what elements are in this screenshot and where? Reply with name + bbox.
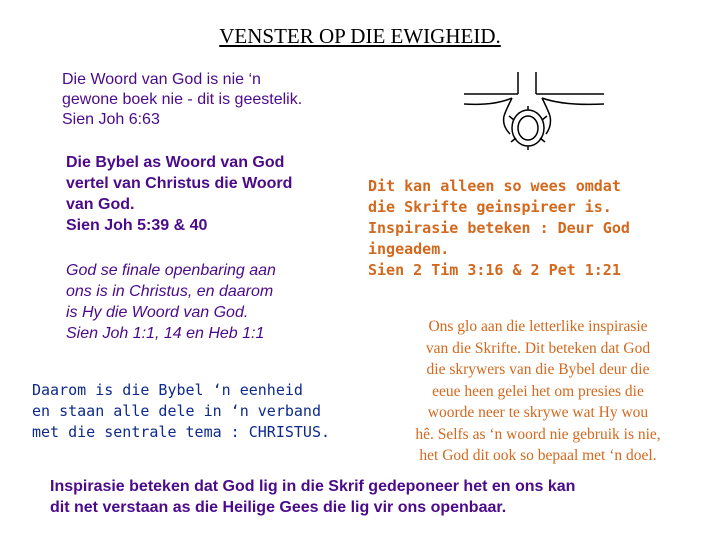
inspiration-text: Dit kan alleen so wees omdat die Skrifte geinspireer is. Inspirasie beteken : Deur God ingeadem. Sien 2 Tim 3:16 & 2 Pet 1:21 — [368, 177, 630, 279]
conclusion-text: Inspirasie beteken dat God lig in die Skrif gedeponeer het en ons kan dit net verstaan as die Heilige Gees die lig vir ons openbaar. — [50, 478, 576, 516]
page-title: VENSTER OP DIE EWIGHEID. — [219, 24, 501, 48]
intro-text: Die Woord van God is nie ‘n gewone boek nie - dit is geestelik. Sien Joh 6:63 — [62, 71, 303, 128]
unity-text: Daarom is die Bybel ‘n eenheid en staan alle dele in ‘n verband met die sentrale tema : CHRISTUS. — [32, 381, 331, 441]
literal-inspiration-text: Ons glo aan die letterlike inspirasie van die Skrifte. Dit beteken dat God die skrywers van die Bybel deur die eeue heen gelei het om presies die woorde neer te skrywe wat Hy wou hê. Selfs as ‘n woord nie gebruik is nie, het God dit ook so bepaal met ‘n doel. — [415, 318, 661, 464]
cross-crown-of-thorns-icon — [454, 66, 624, 156]
bible-christ-text: Die Bybel as Woord van God vertel van Christus die Woord van God. Sien Joh 5:39 & 40 — [66, 154, 293, 234]
revelation-text: God se finale openbaring aan ons is in Christus, en daarom is Hy die Woord van God. Sien Joh 1:1, 14 en Heb 1:1 — [66, 262, 276, 342]
